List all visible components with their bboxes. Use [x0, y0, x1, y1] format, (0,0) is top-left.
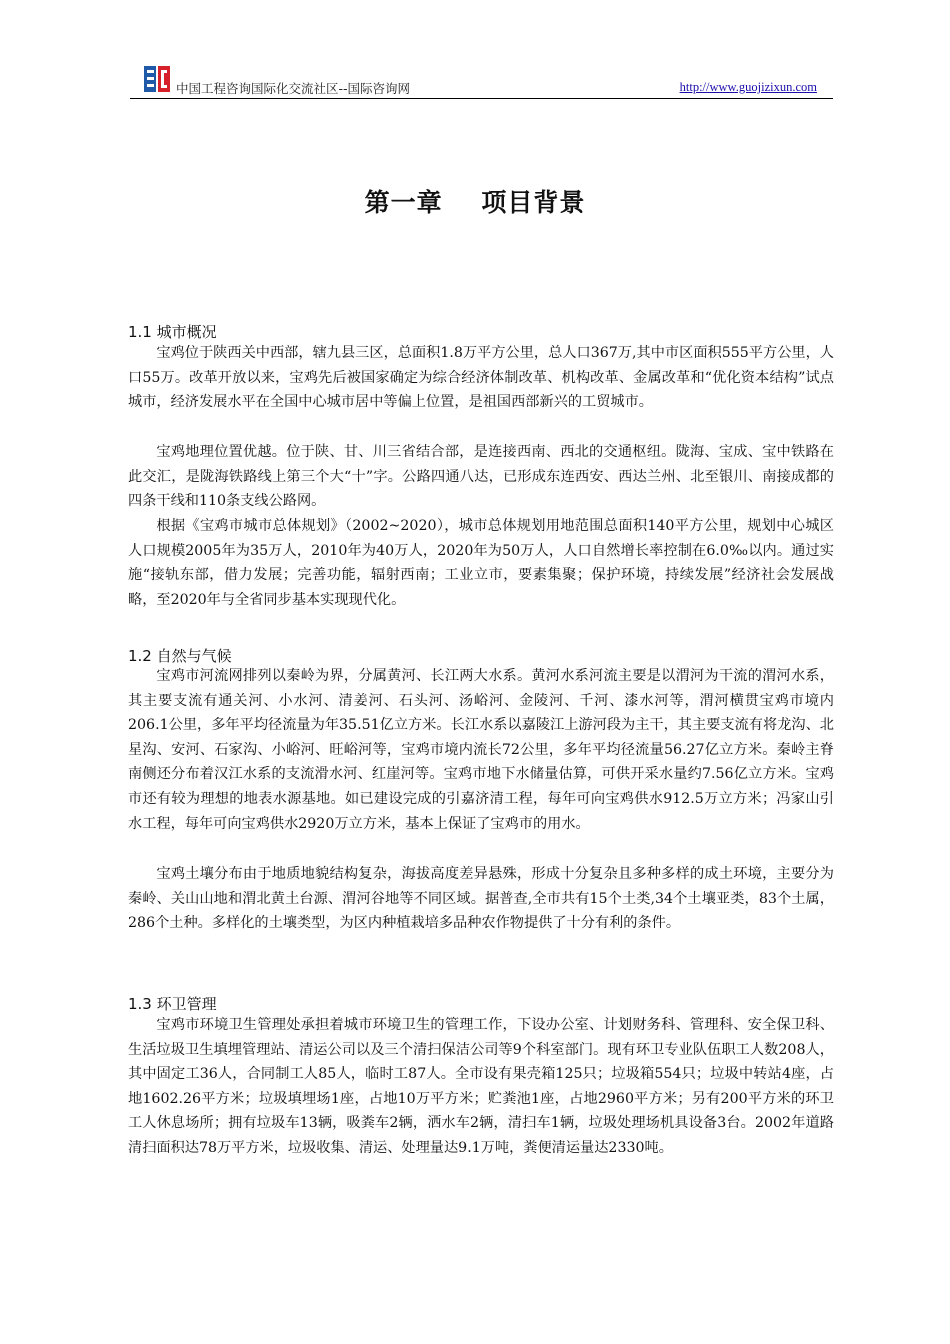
gc-logo-icon [144, 66, 170, 92]
site-name: 中国工程咨询国际化交流社区--国际咨询网 [176, 81, 411, 96]
section-heading-1-2: 1.2 自然与气候 [128, 647, 232, 665]
chapter-title: 第一章 项目背景 [364, 188, 586, 217]
paragraph-1-2-b: 宝鸡土壤分布由于地质地貌结构复杂，海拔高度差异悬殊，形成十分复杂且多种多样的成土环境，主要分为秦岭、关山山地和渭北黄土台源、渭河谷地等不同区域。据普查,全市共有15个土类,34个土壤亚类，83个土属，286个土种。多样化的土壤类型，为区内种植栽培多品种农作物提供了十分有利的条件。 [128, 866, 834, 932]
paragraph-1-2-a: 宝鸡市河流网排列以秦岭为界，分属黄河、长江两大水系。黄河水系河流主要是以渭河为干流的渭河水系，其主要支流有通关河、小水河、清姜河、石头河、汤峪河、金陵河、千河、漆水河等，渭河横贯宝鸡市境内206.1公里，多年平均径流量为年35.51亿立方米。长江水系以嘉陵江上游河段为主干，其主要支流有将龙沟、北星沟、安河、石家沟、小峪河、旺峪河等，宝鸡市境内流长72公里，多年平均径流量56.27亿立方米。秦岭主脊南侧还分布着汉江水系的支流滑水河、红崖河等。宝鸡市地下水储量估算，可供开采水量约7.56亿立方米。宝鸡市还有较为理想的地表水源基地。如已建设完成的引嘉济清工程，每年可向宝鸡供水912.5万立方米；冯家山引水工程，每年可向宝鸡供水2920万立方米，基本上保证了宝鸡市的用水。 [128, 668, 834, 832]
paragraph-1-1-a: 宝鸡位于陕西关中西部，辖九县三区，总面积1.8万平方公里，总人口367万,其中市区面积555平方公里，人口55万。改革开放以来，宝鸡先后被国家确定为综合经济体制改革、机构改革、金属改革和“优化资本结构”试点城市，经济发展水平在全国中心城市居中等偏上位置，是祖国西部新兴的工贸城市。 [128, 345, 834, 411]
page-header [130, 66, 833, 99]
site-url-link[interactable]: http://www.guojizixun.com [679, 80, 817, 94]
paragraph-1-3-a: 宝鸡市环境卫生管理处承担着城市环境卫生的管理工作，下设办公室、计划财务科、管理科、安全保卫科、生活垃圾卫生填埋管理站、清运公司以及三个清扫保洁公司等9个科室部门。现有环卫专业队伍职工人数208人，其中固定工36人，合同制工人85人，临时工87人。全市设有果壳箱125只；垃圾箱554只；垃圾中转站4座，占地1602.26平方米；垃圾填埋场1座，占地10万平方米；贮粪池1座，占地2960平方米；另有200平方米的环卫工人休息场所；拥有垃圾车13辆，吸粪车2辆，洒水车2辆，清扫车1辆，垃圾处理场机具设备3台。2002年道路清扫面积达78万平方米，垃圾收集、清运、处理量达9.1万吨，粪便清运量达2330吨。 [128, 1017, 834, 1156]
section-heading-1-3: 1.3 环卫管理 [128, 995, 217, 1013]
section-heading-1-1: 1.1 城市概况 [128, 323, 217, 341]
paragraph-1-1-b: 宝鸡地理位置优越。位于陕、甘、川三省结合部，是连接西南、西北的交通枢纽。陇海、宝成、宝中铁路在此交汇，是陇海铁路线上第三个大“十”字。公路四通八达，已形成东连西安、西达兰州、北至银川、南接成都的四条干线和110条支线公路网。 [128, 444, 834, 510]
paragraph-1-1-c: 根据《宝鸡市城市总体规划》（2002~2020），城市总体规划用地范围总面积140平方公里，规划中心城区人口规模2005年为35万人，2010年为40万人，2020年为50万人，人口自然增长率控制在6.0‰以内。通过实施“接轨东部，借力发展；完善功能，辐射西南；工业立市，要素集聚；保护环境，持续发展”经济社会发展战略，至2020年与全省同步基本实现现代化。 [128, 518, 834, 608]
